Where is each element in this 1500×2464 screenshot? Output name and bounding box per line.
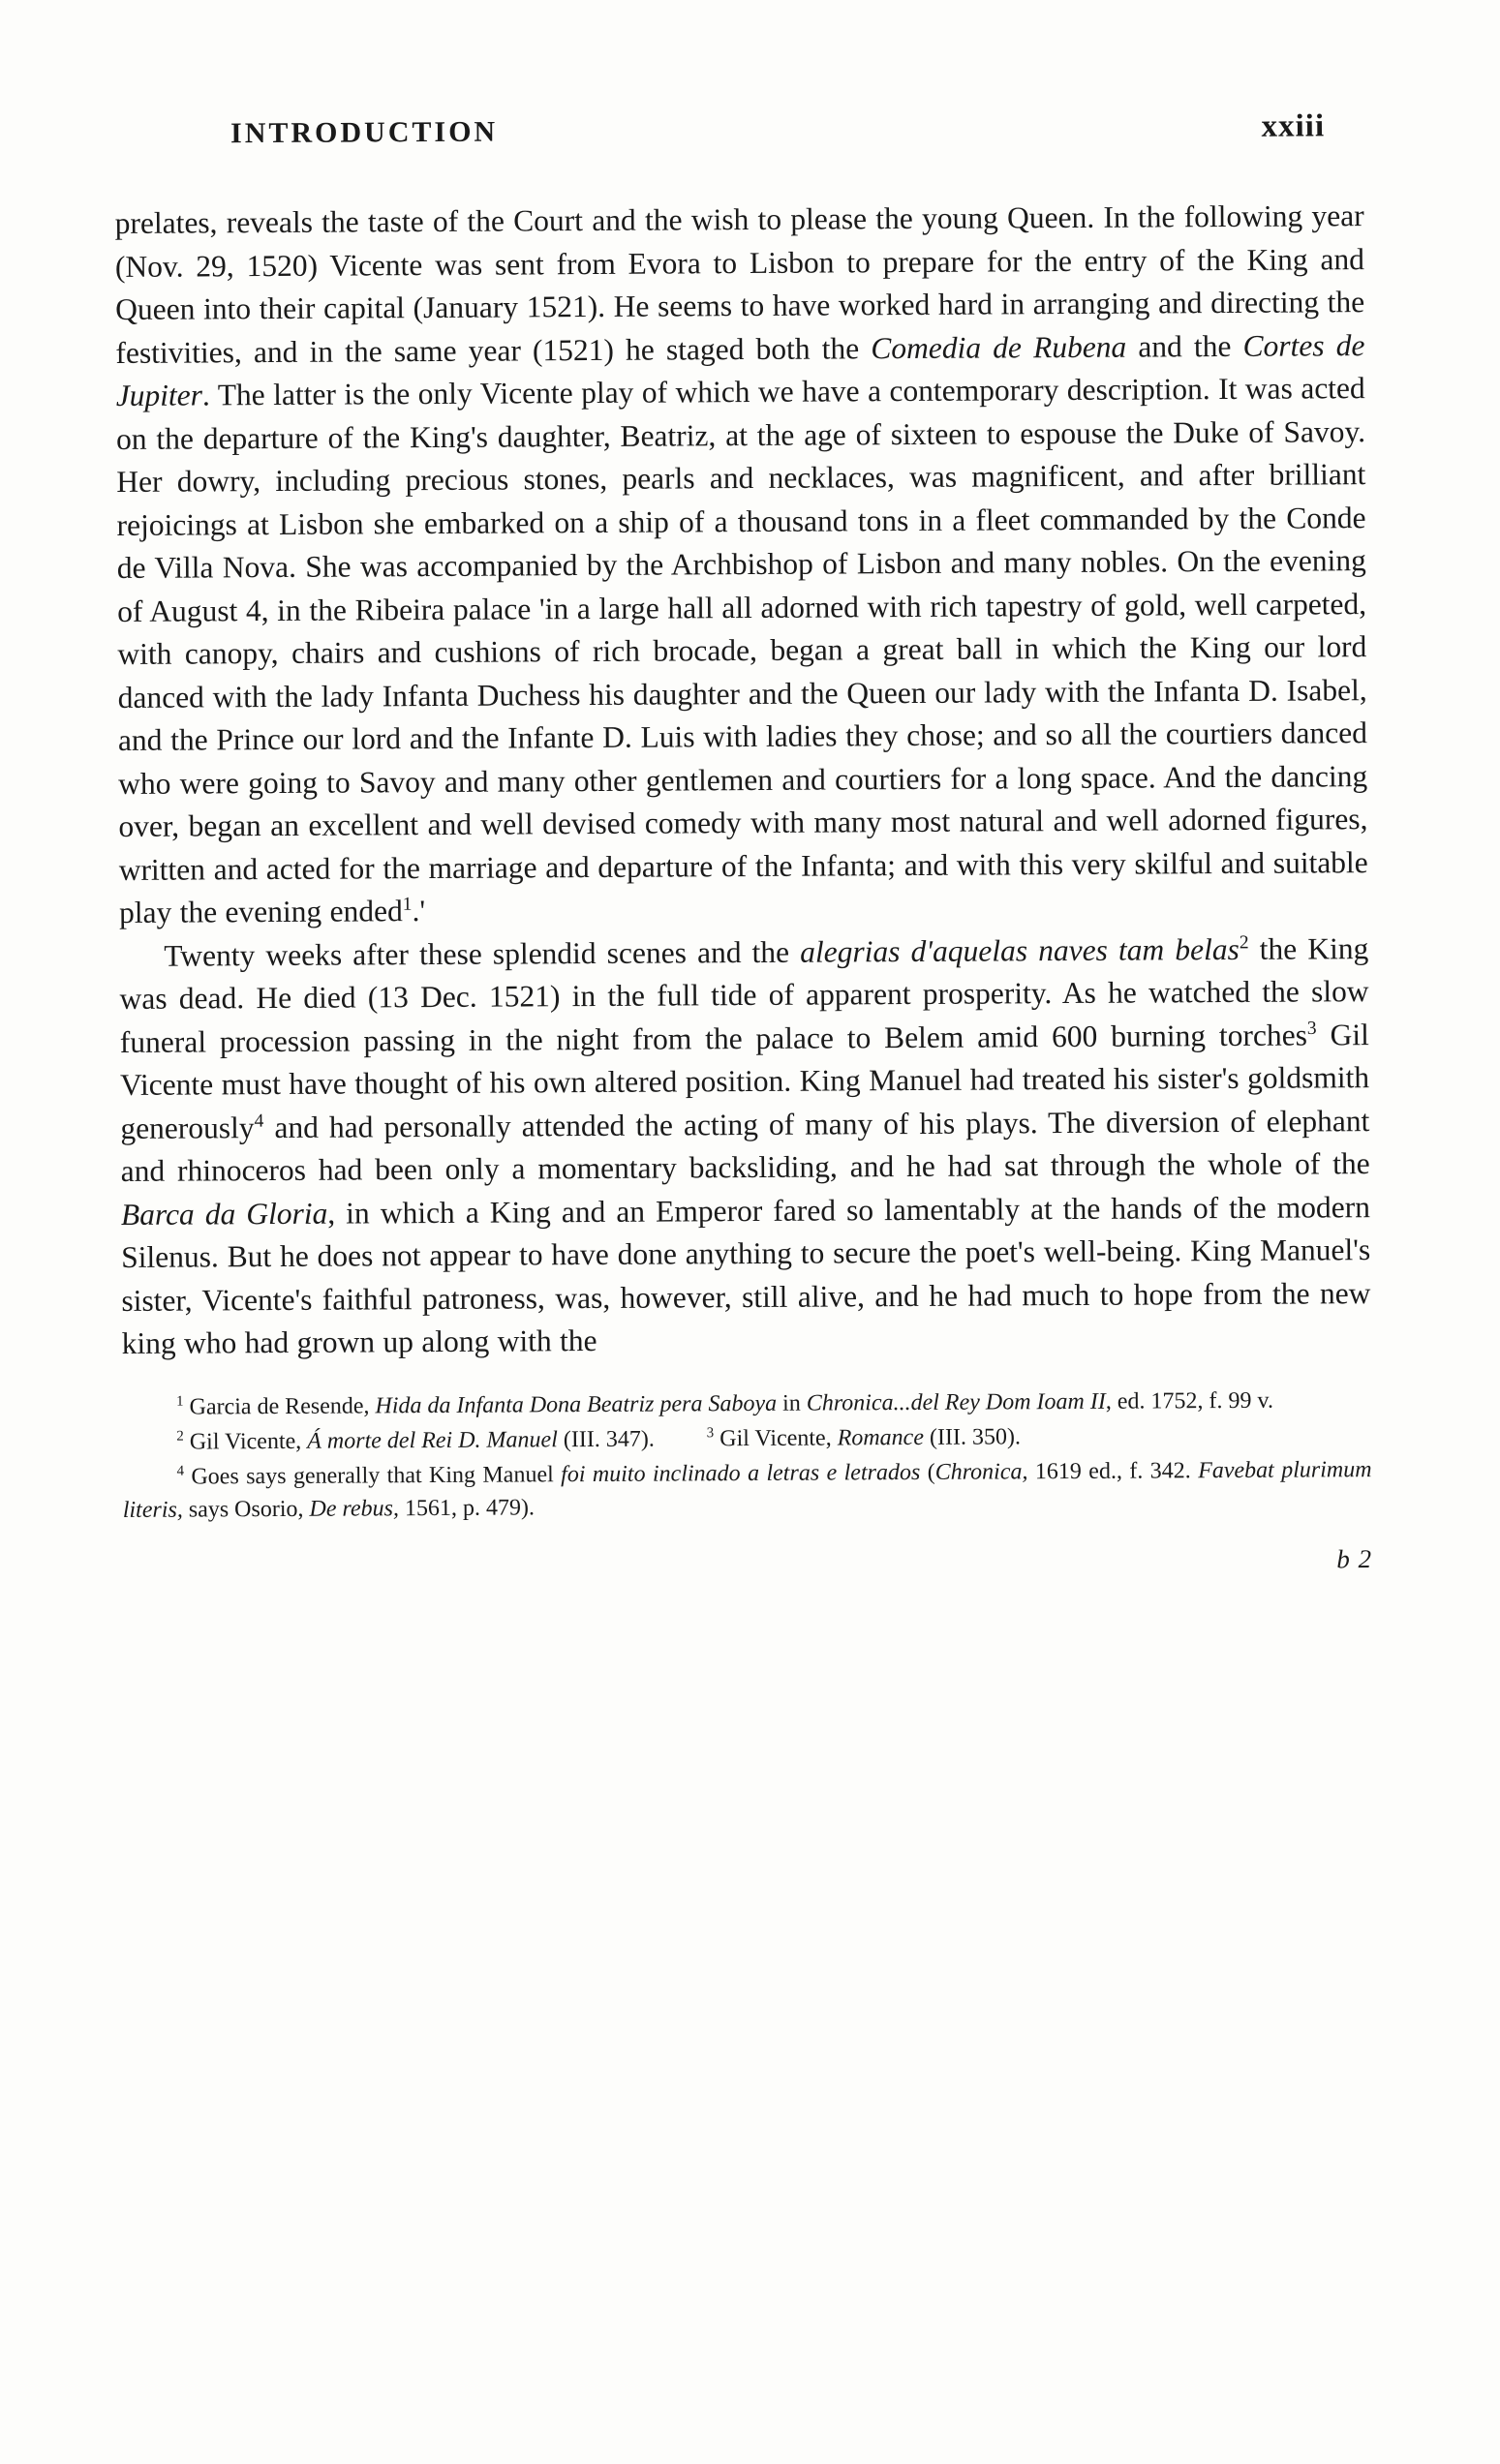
text-run: the King was dead. He died (13 Dec. 1521) in the full tide of apparent prosperity. As he watched the slow funeral procession passing in the night from the palace to Belem amid 600 burning torches — [119, 930, 1369, 1059]
italic-run: De rebus, — [309, 1495, 399, 1522]
text-run: , in which a King and an Emperor fared so lamentably at the hands of the modern Silenus. But he does not appear to have done anything to secure the poet's well-being. King Manuel's sister, Vicente's faithful patroness, was, however, still alive, and he had much to hope from the new king who had grown up along with the — [121, 1189, 1371, 1360]
text-run: Gil Vicente, — [714, 1424, 838, 1451]
text-run: and had personally attended the acting of many of his plays. The diversion of elephant and rhinoceros had been only a momentary backsliding, and he had sat through the whole of the — [120, 1103, 1370, 1188]
signature-mark: b 2 — [1336, 1543, 1373, 1573]
running-head-title: INTRODUCTION — [230, 115, 499, 150]
footnote — [122, 1418, 1371, 1459]
text-run: Goes says generally that King Manuel — [183, 1461, 562, 1490]
text-run: says Osorio, — [182, 1496, 310, 1523]
body-paragraph — [115, 195, 1369, 934]
footnote-marker: 2 — [1239, 931, 1249, 953]
italic-run: Cortes de Jupiter — [115, 327, 1365, 412]
text-run: Gil Vicente must have thought of his own altered position. King Manuel had treated his sister's goldsmith generously — [120, 1017, 1370, 1145]
footnote-marker: 3 — [706, 1424, 715, 1441]
body-text — [115, 195, 1400, 1366]
text-run: in — [777, 1390, 807, 1416]
text-run: Garcia de Resende, — [183, 1392, 376, 1420]
text-run: (III. 347). — [557, 1426, 655, 1452]
italic-run: Chronica, — [934, 1458, 1028, 1485]
text-run: Gil Vicente, — [183, 1428, 308, 1455]
body-paragraph — [119, 928, 1371, 1366]
text-run: prelates, reveals the taste of the Court and the wish to please the young Queen. In the following year (Nov. 29, 1520) Vicente was sent from Evora to Lisbon to prepare for the entry of the King and Queen into their capital (January 1521). He seems to have worked hard in arranging and directing the festivities, and in the same year (1521) he staged both the — [114, 198, 1365, 370]
footnote-marker: 1 — [402, 894, 413, 915]
italic-run: Á morte del Rei D. Manuel — [307, 1426, 558, 1454]
text-run: 1561, p. 479). — [398, 1494, 535, 1521]
running-head — [230, 108, 1325, 151]
italic-run: alegrias d'aquelas naves tam belas — [800, 931, 1240, 969]
italic-run: Barca da Gloria — [120, 1196, 328, 1232]
footnote-marker: 1 — [176, 1393, 184, 1410]
italic-run: foi muito inclinado a letras e letrados — [561, 1459, 921, 1487]
page-number: xxiii — [1261, 108, 1326, 144]
text-run: and the — [1126, 328, 1243, 364]
text-run: . The latter is the only Vicente play of which we have a contemporary description. It was acted on the departure of the King's daughter, Beatriz, at the age of sixteen to espouse the Duke of Savoy. Her dowry, including precious stones, pearls and necklaces, was magnificent, and after brilliant rejoicings at Lisbon she embarked on a ship of a thousand tons in a fleet commanded by the Conde de Villa Nova. She was accompanied by the Archbishop of Lisbon and many nobles. On the evening of August 4, in the Ribeira palace 'in a large hall all adorned with rich tapestry of gold, well carpeted, with canopy, chairs and cushions of rich brocade, began a great ball in which the King our lord danced with the lady Infanta Duchess his daughter and the Queen our lady with the Infanta D. Isabel, and the Prince our lord and the Infante D. Luis with ladies they chose; and so all the courtiers danced who were going to Savoy and many other gentlemen and courtiers for a long space. And the dancing over, began an excellent and well devised comedy with many most natural and well adorned figures, written and acted for the marriage and departure of the Infanta; and with this very skilful and suitable play the evening ended — [115, 371, 1368, 929]
page-content — [114, 108, 1401, 1582]
text-run: , ed. 1752, f. 99 v. — [1105, 1387, 1273, 1415]
footnote — [122, 1453, 1371, 1527]
footnote-marker: 3 — [1306, 1018, 1317, 1039]
italic-run: Comedia de Rubena — [871, 329, 1127, 365]
italic-run: Hida da Infanta Dona Beatriz pera Saboya — [375, 1390, 778, 1418]
footnote-marker: 2 — [176, 1428, 184, 1445]
italic-run: Favebat plurimum literis, — [122, 1456, 1372, 1523]
footnote-marker: 4 — [254, 1110, 264, 1132]
text-run: .' — [412, 894, 426, 928]
text-run: 1619 ed., f. 342. — [1027, 1457, 1199, 1484]
footnote — [122, 1384, 1371, 1424]
footnote-marker: 4 — [176, 1463, 185, 1479]
text-run: Twenty weeks after these splendid scenes and the — [164, 934, 801, 973]
text-run: (III. 350). — [923, 1423, 1021, 1450]
italic-run: Chronica...del Rey Dom Ioam II — [806, 1388, 1106, 1416]
text-run: ( — [920, 1459, 935, 1485]
italic-run: Romance — [837, 1424, 925, 1450]
footnotes — [122, 1384, 1372, 1527]
